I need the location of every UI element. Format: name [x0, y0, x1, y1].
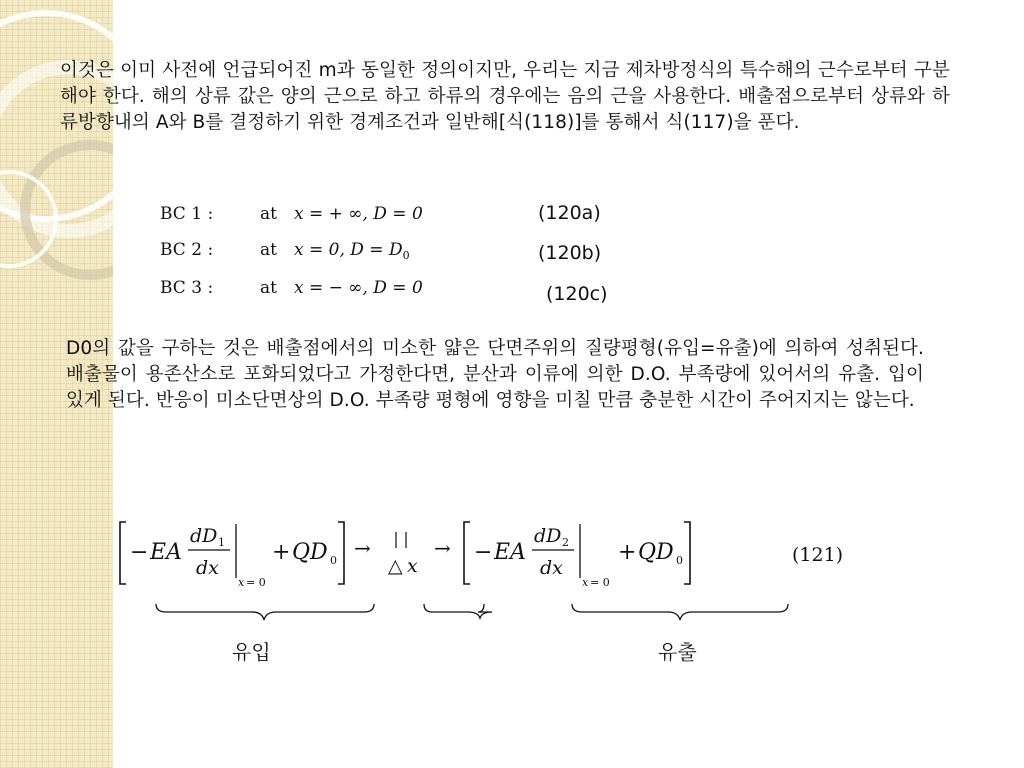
svg-text:EA: EA: [494, 540, 526, 565]
underbraces: [112, 602, 812, 626]
outflow-underbrace: [572, 604, 788, 620]
equation-number-120b: (120b): [538, 242, 602, 264]
accumulation-underbrace: [424, 604, 492, 618]
svg-text:0: 0: [676, 554, 683, 567]
equation-number-120a: (120a): [538, 202, 601, 224]
svg-text:= 0: = 0: [246, 576, 266, 589]
svg-text:1: 1: [218, 536, 225, 549]
svg-text:x: x: [582, 576, 589, 589]
inflow-label: 유입: [232, 640, 271, 664]
bc-label: BC 2 :: [160, 240, 214, 260]
svg-text:dD: dD: [190, 525, 218, 547]
boundary-condition-1: [160, 204, 423, 226]
bc-condition: x = + ∞, D = 0: [294, 204, 423, 224]
svg-text:dD: dD: [534, 525, 562, 547]
boundary-condition-2: [160, 240, 410, 262]
intro-paragraph: 이것은 이미 사전에 언급되어진 m과 동일한 정의이지만, 우리는 지금 제차방정식의 특수해의 근수로부터 구분해야 한다. 해의 상류 값은 양의 근으로 하고 하류의 경우에는 음의 근을 사용한다. 배출점으로부터 상류와 하류방향내의 A와 B를 결정하기 위한 경계조건과 일반해[식(118)]를 통해서 식(117)을 푼다.: [60, 60, 950, 133]
svg-text:−: −: [130, 540, 149, 565]
bc-label: BC 1 :: [160, 204, 214, 224]
bc-at: at: [260, 240, 277, 260]
svg-text:QD: QD: [638, 540, 674, 565]
equation-number-121: (121): [792, 544, 844, 566]
bc-at: at: [260, 204, 277, 224]
bc-at: at: [260, 278, 277, 298]
inflow-underbrace: [156, 604, 374, 620]
equation-121-block: [112, 510, 852, 670]
svg-text:→: →: [354, 536, 371, 560]
bc-condition-subscript: 0: [402, 249, 410, 262]
bc-label: BC 3 :: [160, 278, 214, 298]
svg-text:EA: EA: [150, 540, 182, 565]
mass-balance-paragraph: D0의 값을 구하는 것은 배출점에서의 미소한 얇은 단면주위의 질량평형(유입=유출)에 의하여 성취된다. 배출물이 용존산소로 포화되었다고 가정한다면, 분산과 이류에 의한 D.O. 부족량에 있어서의 유출. 입이 있게 된다. 반응이 미소단면상의 D.O. 부족량 평형에 영향을 미칠 만큼 충분한 시간이 주어지지는 않는다.: [66, 338, 924, 411]
equation-121-formula: [112, 510, 712, 600]
outflow-label: 유출: [658, 640, 697, 664]
svg-text:2: 2: [562, 536, 569, 549]
bc-condition: x = − ∞, D = 0: [294, 278, 423, 298]
svg-text:+: +: [618, 540, 637, 565]
svg-text:= 0: = 0: [590, 576, 610, 589]
svg-text:QD: QD: [292, 540, 328, 565]
svg-text:△: △: [388, 555, 403, 577]
boundary-condition-3: [160, 278, 423, 300]
svg-text:dx: dx: [196, 557, 219, 579]
svg-text:dx: dx: [540, 557, 563, 579]
svg-text:x: x: [407, 555, 418, 577]
svg-text:+: +: [272, 540, 291, 565]
svg-text:0: 0: [330, 554, 337, 567]
equation-number-120c: (120c): [546, 283, 608, 305]
svg-text:−: −: [474, 540, 493, 565]
svg-text:→: →: [434, 536, 451, 560]
bc-condition: x = 0, D = D: [294, 240, 403, 260]
svg-text:x: x: [238, 576, 245, 589]
